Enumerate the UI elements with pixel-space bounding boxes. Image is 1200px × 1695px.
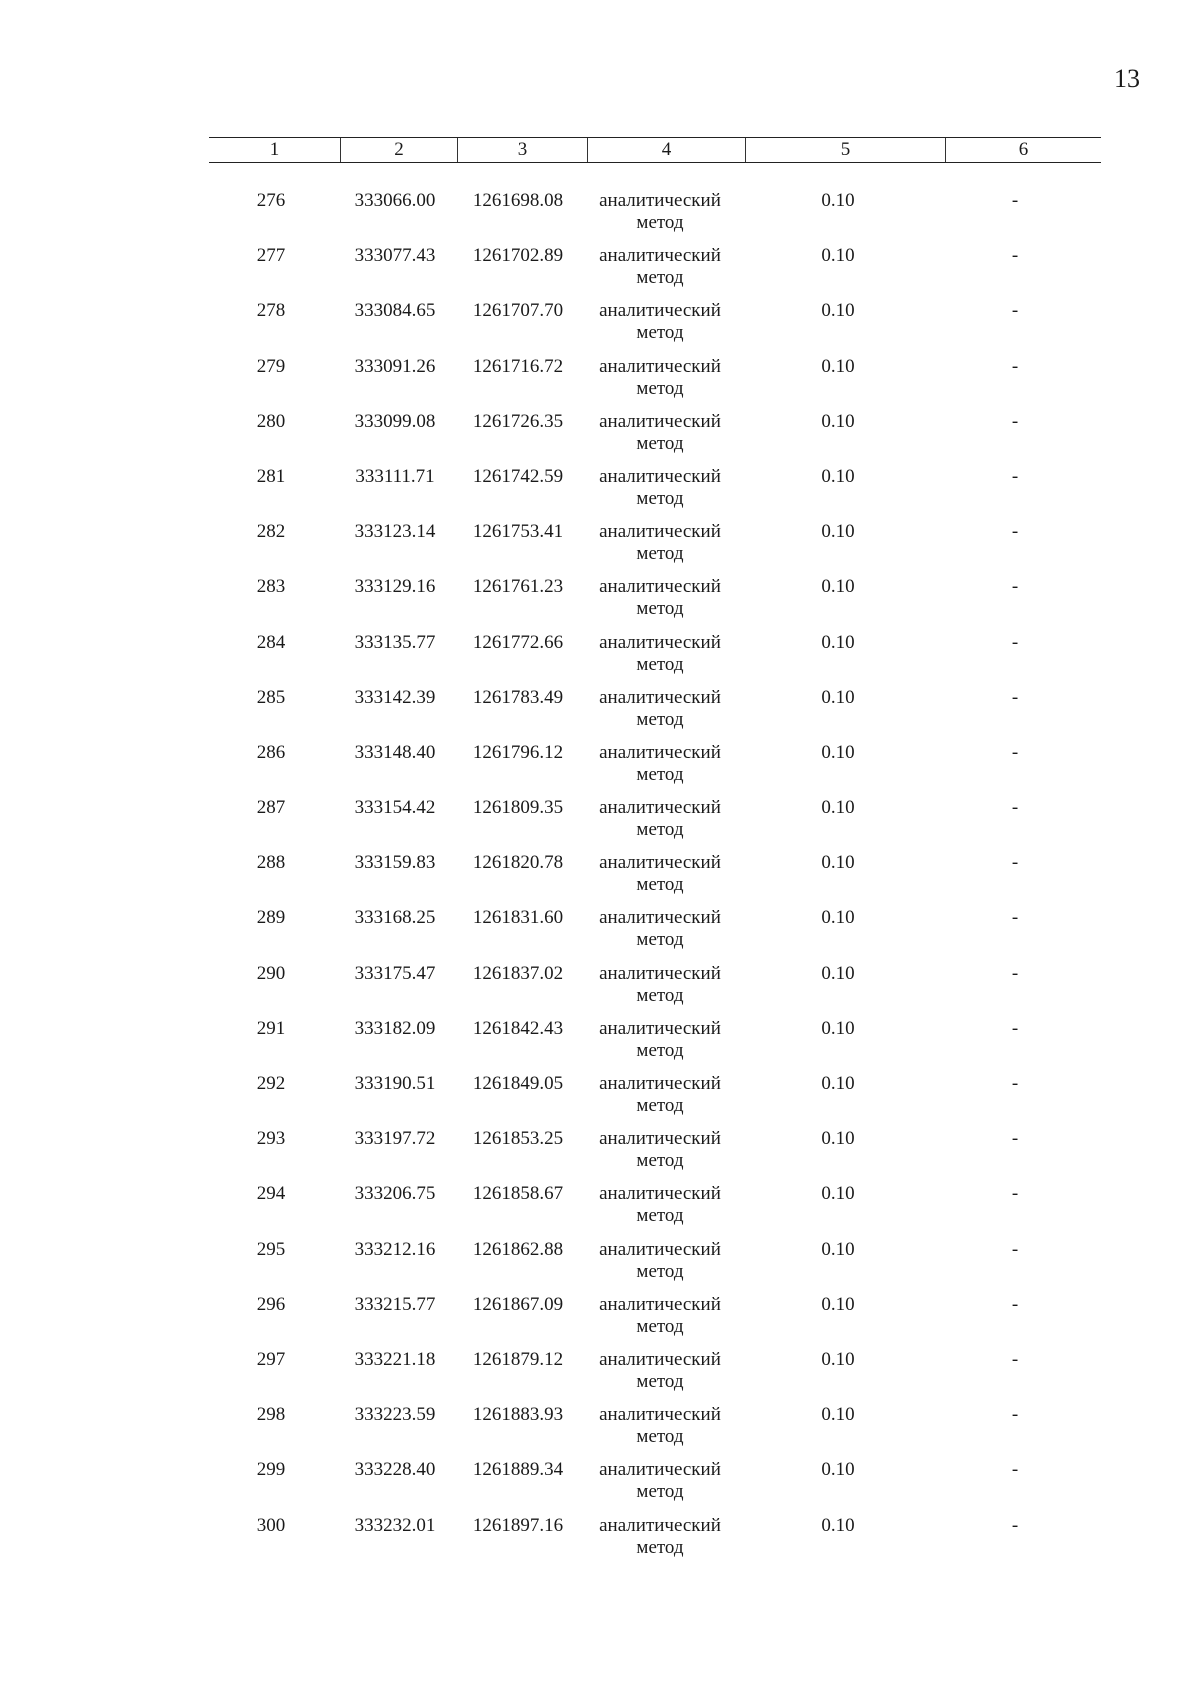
method: [585, 356, 735, 400]
coordinate-x: 333135.77: [354, 631, 436, 653]
table-row: [0, 1349, 1200, 1404]
table-row: [0, 852, 1200, 907]
point-number: 290: [256, 962, 286, 984]
method-line-1: аналитический: [599, 797, 721, 819]
coordinate-x: 333215.77: [354, 1293, 436, 1315]
accuracy-value: 0.10: [821, 1293, 855, 1315]
coordinate-y: 1261753.41: [472, 521, 564, 543]
accuracy-value: 0.10: [821, 410, 855, 432]
accuracy-value: 0.10: [821, 907, 855, 929]
method-line-1: аналитический: [599, 410, 721, 432]
coordinate-y: 1261698.08: [472, 190, 564, 211]
table-row: [0, 300, 1200, 355]
coordinate-y: 1261772.66: [472, 631, 564, 653]
method: [585, 1073, 735, 1117]
note-dash: -: [1011, 245, 1019, 267]
method: [585, 245, 735, 289]
method-line-2: метод: [636, 874, 684, 896]
note-dash: -: [1011, 1183, 1019, 1205]
coordinate-x: 333228.40: [354, 1459, 436, 1481]
method: [585, 1018, 735, 1062]
note-dash: -: [1011, 465, 1019, 487]
coordinate-y: 1261761.23: [472, 576, 564, 598]
method-line-2: метод: [636, 1260, 684, 1282]
method: [585, 576, 735, 620]
coordinate-x: 333212.16: [354, 1238, 436, 1260]
method-line-1: аналитический: [599, 741, 721, 763]
method-line-1: аналитический: [599, 190, 721, 211]
coordinate-x: 333223.59: [354, 1404, 436, 1426]
method-line-2: метод: [636, 653, 684, 675]
table-row: [0, 1404, 1200, 1459]
accuracy-value: 0.10: [821, 1183, 855, 1205]
method: [585, 466, 735, 510]
coordinate-x: 333190.51: [354, 1073, 436, 1094]
point-number: 280: [256, 410, 286, 432]
point-number: 299: [256, 1459, 286, 1481]
coordinate-x: 333091.26: [354, 355, 436, 377]
column-header-5: 5: [745, 138, 945, 162]
coordinate-y: 1261707.70: [472, 300, 564, 322]
method-line-2: метод: [636, 487, 684, 509]
coordinate-y: 1261889.34: [472, 1459, 564, 1481]
note-dash: -: [1011, 907, 1019, 929]
point-number: 300: [256, 1514, 286, 1536]
point-number: 291: [256, 1017, 286, 1039]
note-dash: -: [1011, 741, 1019, 763]
method-line-2: метод: [636, 1370, 684, 1392]
method-line-1: аналитический: [599, 1017, 721, 1039]
coordinate-x: 333154.42: [354, 797, 436, 819]
accuracy-value: 0.10: [821, 797, 855, 819]
accuracy-value: 0.10: [821, 1514, 855, 1536]
point-number: 289: [256, 907, 286, 929]
accuracy-value: 0.10: [821, 576, 855, 598]
coordinate-x: 333168.25: [354, 907, 436, 929]
method-line-2: метод: [636, 1095, 684, 1116]
table-row: [0, 907, 1200, 962]
method: [585, 1294, 735, 1338]
table-header: [209, 137, 1101, 163]
coordinate-y: 1261862.88: [472, 1238, 564, 1260]
accuracy-value: 0.10: [821, 852, 855, 874]
table-row: [0, 190, 1200, 245]
table-row: [0, 1128, 1200, 1183]
method-line-2: метод: [636, 377, 684, 399]
accuracy-value: 0.10: [821, 631, 855, 653]
method-line-1: аналитический: [599, 465, 721, 487]
method-line-1: аналитический: [599, 907, 721, 929]
table-row: [0, 466, 1200, 521]
method: [585, 1515, 735, 1559]
method-line-1: аналитический: [599, 631, 721, 653]
method-line-1: аналитический: [599, 1293, 721, 1315]
coordinate-y: 1261742.59: [472, 465, 564, 487]
coordinate-y: 1261897.16: [472, 1514, 564, 1536]
accuracy-value: 0.10: [821, 1459, 855, 1481]
coordinate-x: 333232.01: [354, 1514, 436, 1536]
method-line-1: аналитический: [599, 1459, 721, 1481]
method-line-1: аналитический: [599, 300, 721, 322]
note-dash: -: [1011, 962, 1019, 984]
table-row: [0, 1183, 1200, 1238]
method: [585, 411, 735, 455]
accuracy-value: 0.10: [821, 962, 855, 984]
table-row: [0, 245, 1200, 300]
table-row: [0, 1459, 1200, 1514]
note-dash: -: [1011, 1293, 1019, 1315]
method: [585, 1239, 735, 1283]
method: [585, 687, 735, 731]
coordinate-y: 1261783.49: [472, 686, 564, 708]
note-dash: -: [1011, 1128, 1019, 1150]
point-number: 292: [256, 1073, 286, 1094]
method: [585, 852, 735, 896]
method: [585, 521, 735, 565]
method-line-2: метод: [636, 267, 684, 289]
method-line-2: метод: [636, 708, 684, 730]
coordinate-y: 1261883.93: [472, 1404, 564, 1426]
method: [585, 1128, 735, 1172]
table-row: [0, 1515, 1200, 1570]
coordinate-x: 333159.83: [354, 852, 436, 874]
method-line-2: метод: [636, 1039, 684, 1061]
coordinate-y: 1261702.89: [472, 245, 564, 267]
point-number: 296: [256, 1293, 286, 1315]
method: [585, 963, 735, 1007]
note-dash: -: [1011, 521, 1019, 543]
method-line-1: аналитический: [599, 962, 721, 984]
point-number: 294: [256, 1183, 286, 1205]
point-number: 283: [256, 576, 286, 598]
coordinate-y: 1261853.25: [472, 1128, 564, 1150]
point-number: 288: [256, 852, 286, 874]
accuracy-value: 0.10: [821, 465, 855, 487]
column-header-1: 1: [269, 139, 280, 160]
table-row: [0, 521, 1200, 576]
coordinate-y: 1261837.02: [472, 962, 564, 984]
accuracy-value: 0.10: [821, 245, 855, 267]
coordinate-y: 1261858.67: [472, 1183, 564, 1205]
point-number: 282: [256, 521, 286, 543]
point-number: 276: [256, 190, 286, 211]
method-line-2: метод: [636, 819, 684, 841]
method-line-2: метод: [636, 598, 684, 620]
method-line-1: аналитический: [599, 1183, 721, 1205]
accuracy-value: 0.10: [821, 1017, 855, 1039]
note-dash: -: [1011, 576, 1019, 598]
note-dash: -: [1011, 1514, 1019, 1536]
method-line-2: метод: [636, 1315, 684, 1337]
method: [585, 632, 735, 676]
method-line-1: аналитический: [599, 245, 721, 267]
point-number: 298: [256, 1404, 286, 1426]
note-dash: -: [1011, 190, 1019, 211]
point-number: 295: [256, 1238, 286, 1260]
note-dash: -: [1011, 410, 1019, 432]
coordinate-x: 333197.72: [354, 1128, 436, 1150]
coordinate-x: 333175.47: [354, 962, 436, 984]
coordinate-y: 1261809.35: [472, 797, 564, 819]
accuracy-value: 0.10: [821, 741, 855, 763]
coordinate-x: 333077.43: [354, 245, 436, 267]
method: [585, 300, 735, 344]
method: [585, 907, 735, 951]
coordinate-y: 1261726.35: [472, 410, 564, 432]
coordinate-x: 333206.75: [354, 1183, 436, 1205]
table-row: [0, 963, 1200, 1018]
method-line-1: аналитический: [599, 1073, 721, 1094]
coordinate-x: 333129.16: [354, 576, 436, 598]
table-row: [0, 411, 1200, 466]
table-row: [0, 742, 1200, 797]
coordinate-x: 333123.14: [354, 521, 436, 543]
point-number: 281: [256, 465, 286, 487]
coordinate-x: 333142.39: [354, 686, 436, 708]
note-dash: -: [1011, 1404, 1019, 1426]
table-row: [0, 797, 1200, 852]
coordinate-y: 1261716.72: [472, 355, 564, 377]
coordinate-x: 333148.40: [354, 741, 436, 763]
method-line-1: аналитический: [599, 521, 721, 543]
method-line-2: метод: [636, 929, 684, 951]
point-number: 278: [256, 300, 286, 322]
accuracy-value: 0.10: [821, 1348, 855, 1370]
method-line-1: аналитический: [599, 852, 721, 874]
method-line-2: метод: [636, 1481, 684, 1503]
point-number: 279: [256, 355, 286, 377]
accuracy-value: 0.10: [821, 1073, 855, 1094]
table-row: [0, 356, 1200, 411]
column-header-3: 3: [457, 138, 587, 162]
coordinate-x: 333111.71: [355, 465, 435, 487]
note-dash: -: [1011, 1238, 1019, 1260]
accuracy-value: 0.10: [821, 355, 855, 377]
accuracy-value: 0.10: [821, 1238, 855, 1260]
coordinate-y: 1261796.12: [472, 741, 564, 763]
point-number: 293: [256, 1128, 286, 1150]
coordinate-y: 1261867.09: [472, 1293, 564, 1315]
method-line-2: метод: [636, 1426, 684, 1448]
note-dash: -: [1011, 355, 1019, 377]
accuracy-value: 0.10: [821, 300, 855, 322]
method: [585, 1404, 735, 1448]
method-line-2: метод: [636, 984, 684, 1006]
point-number: 297: [256, 1348, 286, 1370]
point-number: 285: [256, 686, 286, 708]
coordinate-x: 333182.09: [354, 1017, 436, 1039]
point-number: 286: [256, 741, 286, 763]
method-line-2: метод: [636, 1205, 684, 1227]
method-line-1: аналитический: [599, 1514, 721, 1536]
column-header-4: 4: [587, 138, 745, 162]
note-dash: -: [1011, 852, 1019, 874]
coordinate-y: 1261831.60: [472, 907, 564, 929]
point-number: 287: [256, 797, 286, 819]
table-row: [0, 632, 1200, 687]
accuracy-value: 0.10: [821, 1404, 855, 1426]
method: [585, 742, 735, 786]
coordinate-x: 333099.08: [354, 410, 436, 432]
coordinate-y: 1261879.12: [472, 1348, 564, 1370]
note-dash: -: [1011, 1073, 1019, 1094]
method-line-2: метод: [636, 543, 684, 565]
note-dash: -: [1011, 300, 1019, 322]
method-line-2: метод: [636, 1150, 684, 1172]
method-line-2: метод: [636, 322, 684, 344]
accuracy-value: 0.10: [821, 1128, 855, 1150]
method-line-1: аналитический: [599, 686, 721, 708]
method-line-1: аналитический: [599, 1238, 721, 1260]
method-line-2: метод: [636, 212, 684, 233]
point-number: 277: [256, 245, 286, 267]
method-line-2: метод: [636, 1536, 684, 1558]
method: [585, 1459, 735, 1503]
column-header-2: 2: [340, 138, 457, 162]
note-dash: -: [1011, 1459, 1019, 1481]
method-line-1: аналитический: [599, 355, 721, 377]
note-dash: -: [1011, 797, 1019, 819]
accuracy-value: 0.10: [821, 521, 855, 543]
page-number: 13: [1114, 64, 1140, 93]
note-dash: -: [1011, 686, 1019, 708]
method-line-1: аналитический: [599, 1404, 721, 1426]
table-row: [0, 1294, 1200, 1349]
table-row: [0, 687, 1200, 742]
method: [585, 190, 735, 234]
method: [585, 1183, 735, 1227]
accuracy-value: 0.10: [821, 190, 855, 211]
method-line-1: аналитический: [599, 1348, 721, 1370]
method: [585, 1349, 735, 1393]
method-line-2: метод: [636, 763, 684, 785]
note-dash: -: [1011, 1348, 1019, 1370]
point-number: 284: [256, 631, 286, 653]
coordinate-y: 1261842.43: [472, 1017, 564, 1039]
table-row: [0, 576, 1200, 631]
table-row: [0, 1239, 1200, 1294]
accuracy-value: 0.10: [821, 686, 855, 708]
method: [585, 797, 735, 841]
method-line-2: метод: [636, 432, 684, 454]
column-header-6: 6: [945, 138, 1101, 162]
note-dash: -: [1011, 631, 1019, 653]
coordinate-x: 333084.65: [354, 300, 436, 322]
note-dash: -: [1011, 1017, 1019, 1039]
coordinate-y: 1261820.78: [472, 852, 564, 874]
table-row: [0, 1073, 1200, 1128]
method-line-1: аналитический: [599, 1128, 721, 1150]
table-body: [0, 190, 1200, 1570]
method-line-1: аналитический: [599, 576, 721, 598]
coordinate-y: 1261849.05: [472, 1073, 564, 1094]
coordinate-x: 333221.18: [354, 1348, 436, 1370]
coordinate-x: 333066.00: [354, 190, 436, 211]
table-row: [0, 1018, 1200, 1073]
